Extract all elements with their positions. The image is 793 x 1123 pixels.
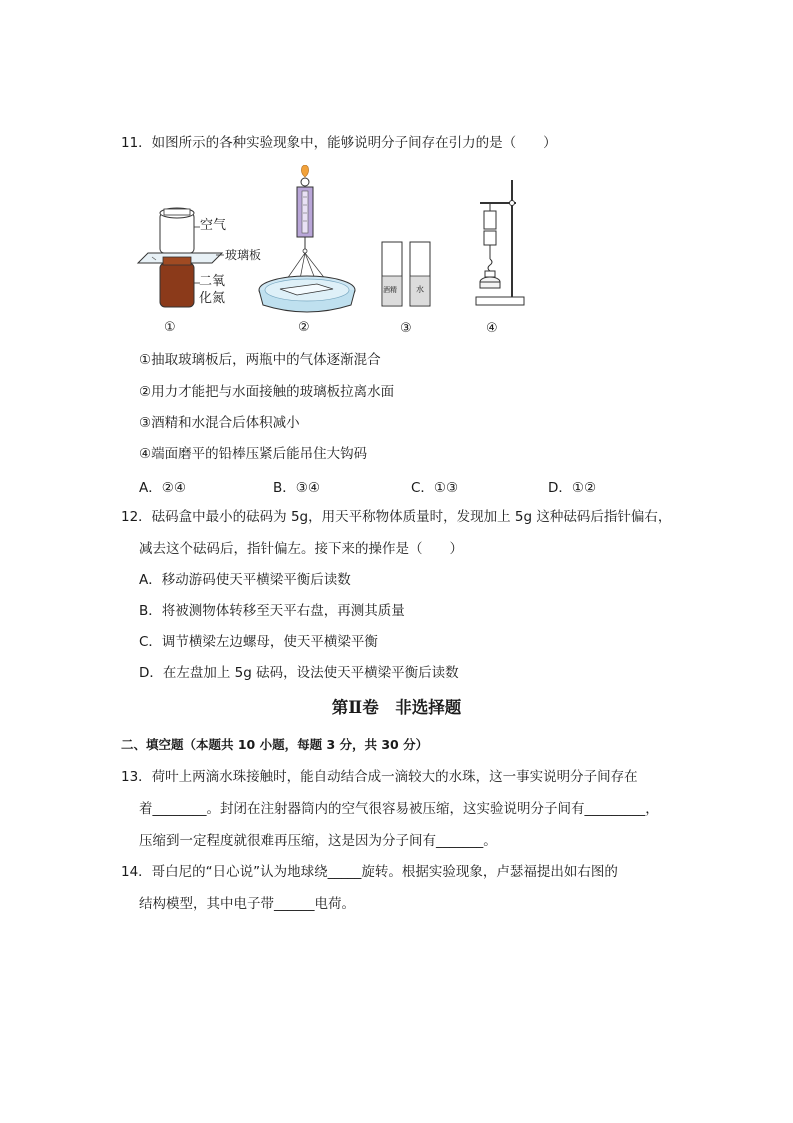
q11-option-b: B．③④ [273, 480, 320, 496]
q11-option-c: C．①③ [411, 480, 459, 496]
section-2-title: 第Ⅱ卷 非选择题 [331, 698, 462, 717]
no2-label-line2: 化氮 [199, 291, 226, 306]
q11-option-d: D．①② [548, 480, 597, 496]
q12-stem-line2: 减去这个砝码后，指针偏左。接下来的操作是（ ） [139, 541, 463, 557]
figure-4-number: ④ [486, 321, 498, 336]
part-2-heading: 二、填空题（本题共 10 小题，每题 3 分，共 30 分） [121, 737, 429, 752]
figure-3-number: ③ [400, 321, 412, 336]
air-label: 空气 [200, 218, 227, 233]
q12-option-d: D．在左盘加上 5g 砝码，设法使天平横梁平衡后读数 [139, 665, 459, 681]
figure-1-number: ① [164, 320, 176, 335]
q11-item-3: ③酒精和水混合后体积减小 [139, 415, 300, 431]
water-label: 水 [416, 285, 424, 294]
q13-line1: 13．荷叶上两滴水珠接触时，能自动结合成一滴较大的水珠，这一事实说明分子间存在 [121, 769, 638, 785]
q12-option-c: C．调节横梁左边螺母，使天平横梁平衡 [139, 634, 378, 650]
figure-4-lead-rods [470, 175, 530, 310]
q11-item-1: ①抽取玻璃板后，两瓶中的气体逐渐混合 [139, 352, 381, 368]
q12-option-b: B．将被测物体转移至天平右盘，再测其质量 [139, 603, 405, 619]
figure-2-spring-scale [255, 165, 365, 315]
alcohol-label: 酒精 [383, 286, 397, 294]
glass-plate-label: 玻璃板 [225, 248, 262, 262]
figure-3-cylinders [380, 240, 440, 310]
q14-line2: 结构模型，其中电子带______电荷。 [139, 896, 355, 912]
q11-option-a: A．②④ [139, 480, 186, 496]
q13-line2: 着________。封闭在注射器筒内的空气很容易被压缩，这实验说明分子间有_________， [139, 801, 659, 817]
q11-item-4: ④端面磨平的铅棒压紧后能吊住大钩码 [139, 446, 368, 462]
q11-stem: 11．如图所示的各种实验现象中，能够说明分子间存在引力的是（ ） [121, 135, 557, 151]
q12-option-a: A．移动游码使天平横梁平衡后读数 [139, 572, 351, 588]
q14-line1: 14．哥白尼的“日心说”认为地球绕_____旋转。根据实验现象，卢瑟福提出如右图的 [121, 864, 618, 880]
q11-item-2: ②用力才能把与水面接触的玻璃板拉离水面 [139, 384, 395, 400]
q13-line3: 压缩到一定程度就很难再压缩，这是因为分子间有_______。 [139, 833, 497, 849]
no2-label-line1: 二氧 [199, 274, 226, 289]
figure-2-number: ② [298, 320, 310, 335]
q12-stem-line1: 12．砝码盒中最小的砝码为 5g，用天平称物体质量时，发现加上 5g 这种砝码后指针偏右， [121, 509, 672, 525]
